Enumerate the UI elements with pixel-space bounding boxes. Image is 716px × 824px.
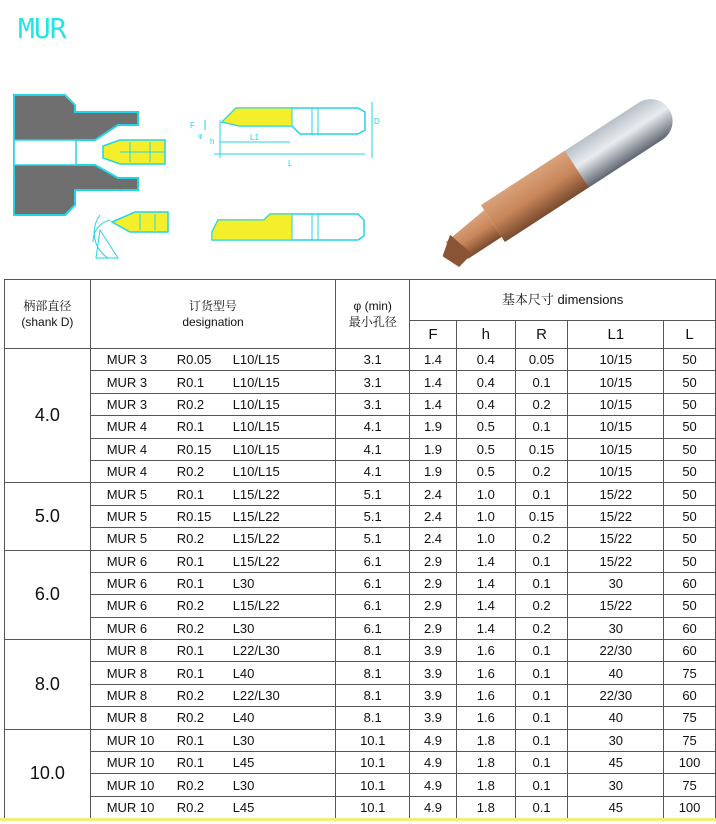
cell-l1: 15/22 bbox=[568, 528, 664, 550]
cell-l1: 10/15 bbox=[568, 349, 664, 371]
cell-l: 50 bbox=[664, 416, 716, 438]
table-row bbox=[5, 550, 716, 572]
designation-part: MUR 8 bbox=[106, 643, 148, 659]
cell-r: 0.15 bbox=[515, 505, 568, 527]
cell-l: 50 bbox=[664, 528, 716, 550]
cell-min: 10.1 bbox=[336, 729, 410, 751]
svg-text:D: D bbox=[374, 117, 380, 126]
designation-part: L10/L15 bbox=[232, 441, 280, 457]
designation-part: R0.15 bbox=[176, 508, 212, 524]
cell-h: 1.4 bbox=[456, 572, 515, 594]
designation-cell bbox=[90, 572, 336, 594]
cell-l: 60 bbox=[664, 572, 716, 594]
designation-cell bbox=[90, 393, 336, 415]
cell-min: 8.1 bbox=[336, 707, 410, 729]
cell-l: 50 bbox=[664, 460, 716, 482]
cell-r: 0.2 bbox=[515, 460, 568, 482]
cell-l1: 15/22 bbox=[568, 505, 664, 527]
cell-f: 2.9 bbox=[410, 550, 457, 572]
table-row bbox=[5, 617, 716, 639]
cell-f: 2.4 bbox=[410, 528, 457, 550]
designation-part: MUR 10 bbox=[106, 755, 155, 771]
header-col-R: R bbox=[515, 321, 568, 349]
table-row bbox=[5, 774, 716, 796]
cell-h: 1.6 bbox=[456, 684, 515, 706]
designation-part: R0.1 bbox=[176, 732, 205, 748]
cell-l1: 15/22 bbox=[568, 595, 664, 617]
cell-h: 1.0 bbox=[456, 505, 515, 527]
designation-part: R0.1 bbox=[176, 374, 205, 390]
header-col-L1: L1 bbox=[568, 321, 664, 349]
designation-part: MUR 8 bbox=[106, 665, 148, 681]
designation-part: MUR 6 bbox=[106, 598, 148, 614]
designation-part: L40 bbox=[232, 665, 255, 681]
designation-part: L22/L30 bbox=[232, 688, 280, 704]
designation-cell bbox=[90, 617, 336, 639]
cell-min: 3.1 bbox=[336, 349, 410, 371]
table-row bbox=[5, 595, 716, 617]
table-row bbox=[5, 640, 716, 662]
designation-part: R0.2 bbox=[176, 688, 205, 704]
designation-cell bbox=[90, 371, 336, 393]
designation-part: L15/L22 bbox=[232, 486, 280, 502]
cell-f: 4.9 bbox=[410, 752, 457, 774]
cell-r: 0.2 bbox=[515, 595, 568, 617]
table-row bbox=[5, 729, 716, 751]
cell-l: 60 bbox=[664, 640, 716, 662]
designation-part: R0.15 bbox=[176, 441, 212, 457]
cell-f: 1.9 bbox=[410, 460, 457, 482]
designation-part: MUR 6 bbox=[106, 576, 148, 592]
designation-part: R0.2 bbox=[176, 620, 205, 636]
cell-min: 4.1 bbox=[336, 460, 410, 482]
cell-h: 1.0 bbox=[456, 483, 515, 505]
cell-l: 75 bbox=[664, 662, 716, 684]
table-row bbox=[5, 438, 716, 460]
cell-r: 0.15 bbox=[515, 438, 568, 460]
designation-part: L30 bbox=[232, 576, 255, 592]
designation-part: L45 bbox=[232, 800, 255, 815]
designation-cell bbox=[90, 729, 336, 751]
cell-r: 0.1 bbox=[515, 796, 568, 818]
cell-r: 0.1 bbox=[515, 662, 568, 684]
designation-cell bbox=[90, 640, 336, 662]
cell-f: 1.9 bbox=[410, 438, 457, 460]
designation-part: R0.1 bbox=[176, 553, 205, 569]
cell-min: 5.1 bbox=[336, 505, 410, 527]
table-row bbox=[5, 416, 716, 438]
table-row bbox=[5, 393, 716, 415]
cell-f: 3.9 bbox=[410, 662, 457, 684]
cell-min: 3.1 bbox=[336, 371, 410, 393]
svg-text:L: L bbox=[288, 159, 293, 168]
cell-l1: 10/15 bbox=[568, 371, 664, 393]
cell-l: 50 bbox=[664, 349, 716, 371]
tool-bottom-view-drawing bbox=[212, 214, 364, 240]
shank-cell: 10.0 bbox=[5, 729, 91, 819]
cell-min: 4.1 bbox=[336, 416, 410, 438]
cell-l1: 30 bbox=[568, 617, 664, 639]
cell-h: 1.8 bbox=[456, 752, 515, 774]
cell-l1: 45 bbox=[568, 796, 664, 818]
cell-l: 50 bbox=[664, 371, 716, 393]
cell-l: 75 bbox=[664, 707, 716, 729]
tool-drawings bbox=[0, 80, 716, 280]
cell-h: 1.8 bbox=[456, 774, 515, 796]
table-row bbox=[5, 707, 716, 729]
svg-text:h: h bbox=[210, 137, 215, 146]
designation-cell bbox=[90, 528, 336, 550]
cell-min: 6.1 bbox=[336, 617, 410, 639]
designation-part: MUR 3 bbox=[106, 374, 148, 390]
designation-cell bbox=[90, 662, 336, 684]
designation-part: MUR 8 bbox=[106, 710, 148, 726]
cell-h: 0.4 bbox=[456, 393, 515, 415]
cell-min: 8.1 bbox=[336, 684, 410, 706]
designation-part: L10/L15 bbox=[232, 464, 280, 480]
designation-part: R0.2 bbox=[176, 777, 205, 793]
cell-l1: 10/15 bbox=[568, 438, 664, 460]
designation-part: MUR 4 bbox=[106, 419, 148, 435]
cell-min: 10.1 bbox=[336, 796, 410, 818]
cell-f: 1.4 bbox=[410, 349, 457, 371]
header-min-bore: φ (min) 最小孔径 bbox=[336, 280, 410, 349]
cell-l: 50 bbox=[664, 595, 716, 617]
spec-table bbox=[4, 279, 716, 819]
table-row bbox=[5, 349, 716, 371]
designation-cell bbox=[90, 550, 336, 572]
cell-r: 0.1 bbox=[515, 416, 568, 438]
designation-part: R0.2 bbox=[176, 800, 205, 815]
header-col-L: L bbox=[664, 321, 716, 349]
page-title: MUR bbox=[18, 12, 66, 45]
cell-l1: 10/15 bbox=[568, 460, 664, 482]
cell-f: 3.9 bbox=[410, 684, 457, 706]
designation-part: MUR 3 bbox=[106, 352, 148, 368]
cell-l1: 30 bbox=[568, 729, 664, 751]
cell-f: 2.9 bbox=[410, 617, 457, 639]
designation-cell bbox=[90, 349, 336, 371]
designation-part: L45 bbox=[232, 755, 255, 771]
cell-f: 2.4 bbox=[410, 483, 457, 505]
cell-l: 50 bbox=[664, 483, 716, 505]
cell-min: 10.1 bbox=[336, 774, 410, 796]
cell-h: 1.8 bbox=[456, 796, 515, 818]
designation-part: MUR 4 bbox=[106, 441, 148, 457]
designation-part: MUR 3 bbox=[106, 396, 148, 412]
designation-part: L15/L22 bbox=[232, 553, 280, 569]
cell-f: 2.4 bbox=[410, 505, 457, 527]
cell-r: 0.2 bbox=[515, 528, 568, 550]
cell-l: 100 bbox=[664, 796, 716, 818]
cell-f: 1.4 bbox=[410, 393, 457, 415]
cell-min: 5.1 bbox=[336, 483, 410, 505]
cell-r: 0.2 bbox=[515, 393, 568, 415]
cell-h: 1.4 bbox=[456, 617, 515, 639]
cell-l1: 10/15 bbox=[568, 416, 664, 438]
designation-part: R0.1 bbox=[176, 755, 205, 771]
designation-part: R0.1 bbox=[176, 419, 205, 435]
cell-l1: 15/22 bbox=[568, 550, 664, 572]
cell-h: 1.0 bbox=[456, 528, 515, 550]
cell-f: 2.9 bbox=[410, 572, 457, 594]
cell-r: 0.05 bbox=[515, 349, 568, 371]
table-row bbox=[5, 483, 716, 505]
cell-min: 5.1 bbox=[336, 528, 410, 550]
designation-part: L15/L22 bbox=[232, 598, 280, 614]
designation-cell bbox=[90, 707, 336, 729]
cell-min: 6.1 bbox=[336, 550, 410, 572]
cell-min: 8.1 bbox=[336, 640, 410, 662]
designation-part: R0.2 bbox=[176, 531, 205, 547]
cell-r: 0.1 bbox=[515, 707, 568, 729]
cell-l1: 40 bbox=[568, 662, 664, 684]
designation-part: L10/L15 bbox=[232, 374, 280, 390]
designation-part: R0.2 bbox=[176, 598, 205, 614]
cell-h: 0.5 bbox=[456, 460, 515, 482]
table-row bbox=[5, 460, 716, 482]
cell-r: 0.1 bbox=[515, 483, 568, 505]
cell-min: 10.1 bbox=[336, 752, 410, 774]
cell-l1: 22/30 bbox=[568, 684, 664, 706]
designation-part: R0.1 bbox=[176, 643, 205, 659]
svg-text:L1: L1 bbox=[250, 133, 259, 142]
cell-min: 3.1 bbox=[336, 393, 410, 415]
header-dimensions: 基本尺寸 dimensions bbox=[410, 280, 716, 321]
workpiece-section-drawing bbox=[14, 95, 165, 215]
designation-part: R0.2 bbox=[176, 464, 205, 480]
cell-r: 0.1 bbox=[515, 640, 568, 662]
designation-part: MUR 6 bbox=[106, 553, 148, 569]
cell-l1: 22/30 bbox=[568, 640, 664, 662]
cell-f: 3.9 bbox=[410, 707, 457, 729]
designation-cell bbox=[90, 774, 336, 796]
cell-l: 100 bbox=[664, 752, 716, 774]
designation-part: L15/L22 bbox=[232, 508, 280, 524]
cell-h: 1.4 bbox=[456, 595, 515, 617]
tool-photo bbox=[431, 91, 681, 275]
designation-part: R0.1 bbox=[176, 665, 205, 681]
cell-l1: 15/22 bbox=[568, 483, 664, 505]
cell-min: 6.1 bbox=[336, 572, 410, 594]
designation-part: L10/L15 bbox=[232, 352, 280, 368]
designation-part: MUR 5 bbox=[106, 486, 148, 502]
cell-r: 0.1 bbox=[515, 371, 568, 393]
cell-r: 0.1 bbox=[515, 752, 568, 774]
cell-h: 0.5 bbox=[456, 438, 515, 460]
angle-detail-drawing bbox=[93, 212, 168, 258]
header-col-h: h bbox=[456, 321, 515, 349]
designation-cell bbox=[90, 752, 336, 774]
shank-cell: 6.0 bbox=[5, 550, 91, 640]
table-row bbox=[5, 505, 716, 527]
cell-l: 50 bbox=[664, 438, 716, 460]
cell-h: 0.4 bbox=[456, 349, 515, 371]
designation-cell bbox=[90, 416, 336, 438]
designation-cell bbox=[90, 438, 336, 460]
cell-min: 6.1 bbox=[336, 595, 410, 617]
designation-part: R0.1 bbox=[176, 486, 205, 502]
designation-part: MUR 8 bbox=[106, 688, 148, 704]
cell-l: 60 bbox=[664, 617, 716, 639]
cell-r: 0.1 bbox=[515, 550, 568, 572]
cell-l: 75 bbox=[664, 729, 716, 751]
cell-f: 4.9 bbox=[410, 774, 457, 796]
header-designation: 订货型号 designation bbox=[90, 280, 336, 349]
designation-part: L22/L30 bbox=[232, 643, 280, 659]
cell-h: 1.6 bbox=[456, 707, 515, 729]
shank-cell: 5.0 bbox=[5, 483, 91, 550]
designation-cell bbox=[90, 505, 336, 527]
designation-cell bbox=[90, 684, 336, 706]
cell-r: 0.1 bbox=[515, 684, 568, 706]
designation-part: R0.2 bbox=[176, 710, 205, 726]
designation-part: MUR 10 bbox=[106, 777, 155, 793]
designation-part: R0.1 bbox=[176, 576, 205, 592]
designation-part: MUR 10 bbox=[106, 800, 155, 815]
table-row bbox=[5, 371, 716, 393]
cell-r: 0.1 bbox=[515, 729, 568, 751]
designation-part: L10/L15 bbox=[232, 396, 280, 412]
designation-part: L30 bbox=[232, 620, 255, 636]
cell-h: 1.6 bbox=[456, 640, 515, 662]
cell-h: 1.4 bbox=[456, 550, 515, 572]
table-row bbox=[5, 528, 716, 550]
cell-l1: 10/15 bbox=[568, 393, 664, 415]
svg-text:F: F bbox=[190, 121, 195, 130]
cell-h: 1.6 bbox=[456, 662, 515, 684]
table-row bbox=[5, 662, 716, 684]
designation-part: R0.2 bbox=[176, 396, 205, 412]
table-row bbox=[5, 572, 716, 594]
designation-part: L30 bbox=[232, 732, 255, 748]
cell-f: 4.9 bbox=[410, 729, 457, 751]
cell-l1: 40 bbox=[568, 707, 664, 729]
header-col-F: F bbox=[410, 321, 457, 349]
cell-min: 8.1 bbox=[336, 662, 410, 684]
designation-cell bbox=[90, 796, 336, 818]
svg-text:φ: φ bbox=[198, 133, 203, 140]
shank-cell: 8.0 bbox=[5, 640, 91, 730]
designation-cell bbox=[90, 483, 336, 505]
table-row bbox=[5, 796, 716, 818]
cell-h: 1.8 bbox=[456, 729, 515, 751]
designation-part: L40 bbox=[232, 710, 255, 726]
cell-l: 60 bbox=[664, 684, 716, 706]
cell-f: 1.9 bbox=[410, 416, 457, 438]
cell-l1: 30 bbox=[568, 572, 664, 594]
designation-cell bbox=[90, 460, 336, 482]
designation-part: L10/L15 bbox=[232, 419, 280, 435]
cell-min: 4.1 bbox=[336, 438, 410, 460]
designation-part: MUR 6 bbox=[106, 620, 148, 636]
cell-l1: 30 bbox=[568, 774, 664, 796]
cell-f: 2.9 bbox=[410, 595, 457, 617]
cell-r: 0.1 bbox=[515, 572, 568, 594]
cell-r: 0.2 bbox=[515, 617, 568, 639]
designation-part: L15/L22 bbox=[232, 531, 280, 547]
cell-l1: 45 bbox=[568, 752, 664, 774]
header-shank: 柄部直径 (shank D) bbox=[5, 280, 91, 349]
cell-l: 75 bbox=[664, 774, 716, 796]
designation-part: MUR 10 bbox=[106, 732, 155, 748]
tool-side-view-drawing bbox=[190, 102, 380, 168]
cell-l: 50 bbox=[664, 393, 716, 415]
cell-l: 50 bbox=[664, 505, 716, 527]
designation-cell bbox=[90, 595, 336, 617]
designation-part: MUR 5 bbox=[106, 508, 148, 524]
bottom-rule bbox=[0, 818, 716, 821]
cell-f: 1.4 bbox=[410, 371, 457, 393]
designation-part: L30 bbox=[232, 777, 255, 793]
table-row bbox=[5, 684, 716, 706]
cell-f: 3.9 bbox=[410, 640, 457, 662]
designation-part: R0.05 bbox=[176, 352, 212, 368]
designation-part: MUR 5 bbox=[106, 531, 148, 547]
cell-f: 4.9 bbox=[410, 796, 457, 818]
cell-r: 0.1 bbox=[515, 774, 568, 796]
cell-h: 0.4 bbox=[456, 371, 515, 393]
table-row bbox=[5, 752, 716, 774]
shank-cell: 4.0 bbox=[5, 349, 91, 483]
cell-h: 0.5 bbox=[456, 416, 515, 438]
cell-l: 50 bbox=[664, 550, 716, 572]
designation-part: MUR 4 bbox=[106, 464, 148, 480]
